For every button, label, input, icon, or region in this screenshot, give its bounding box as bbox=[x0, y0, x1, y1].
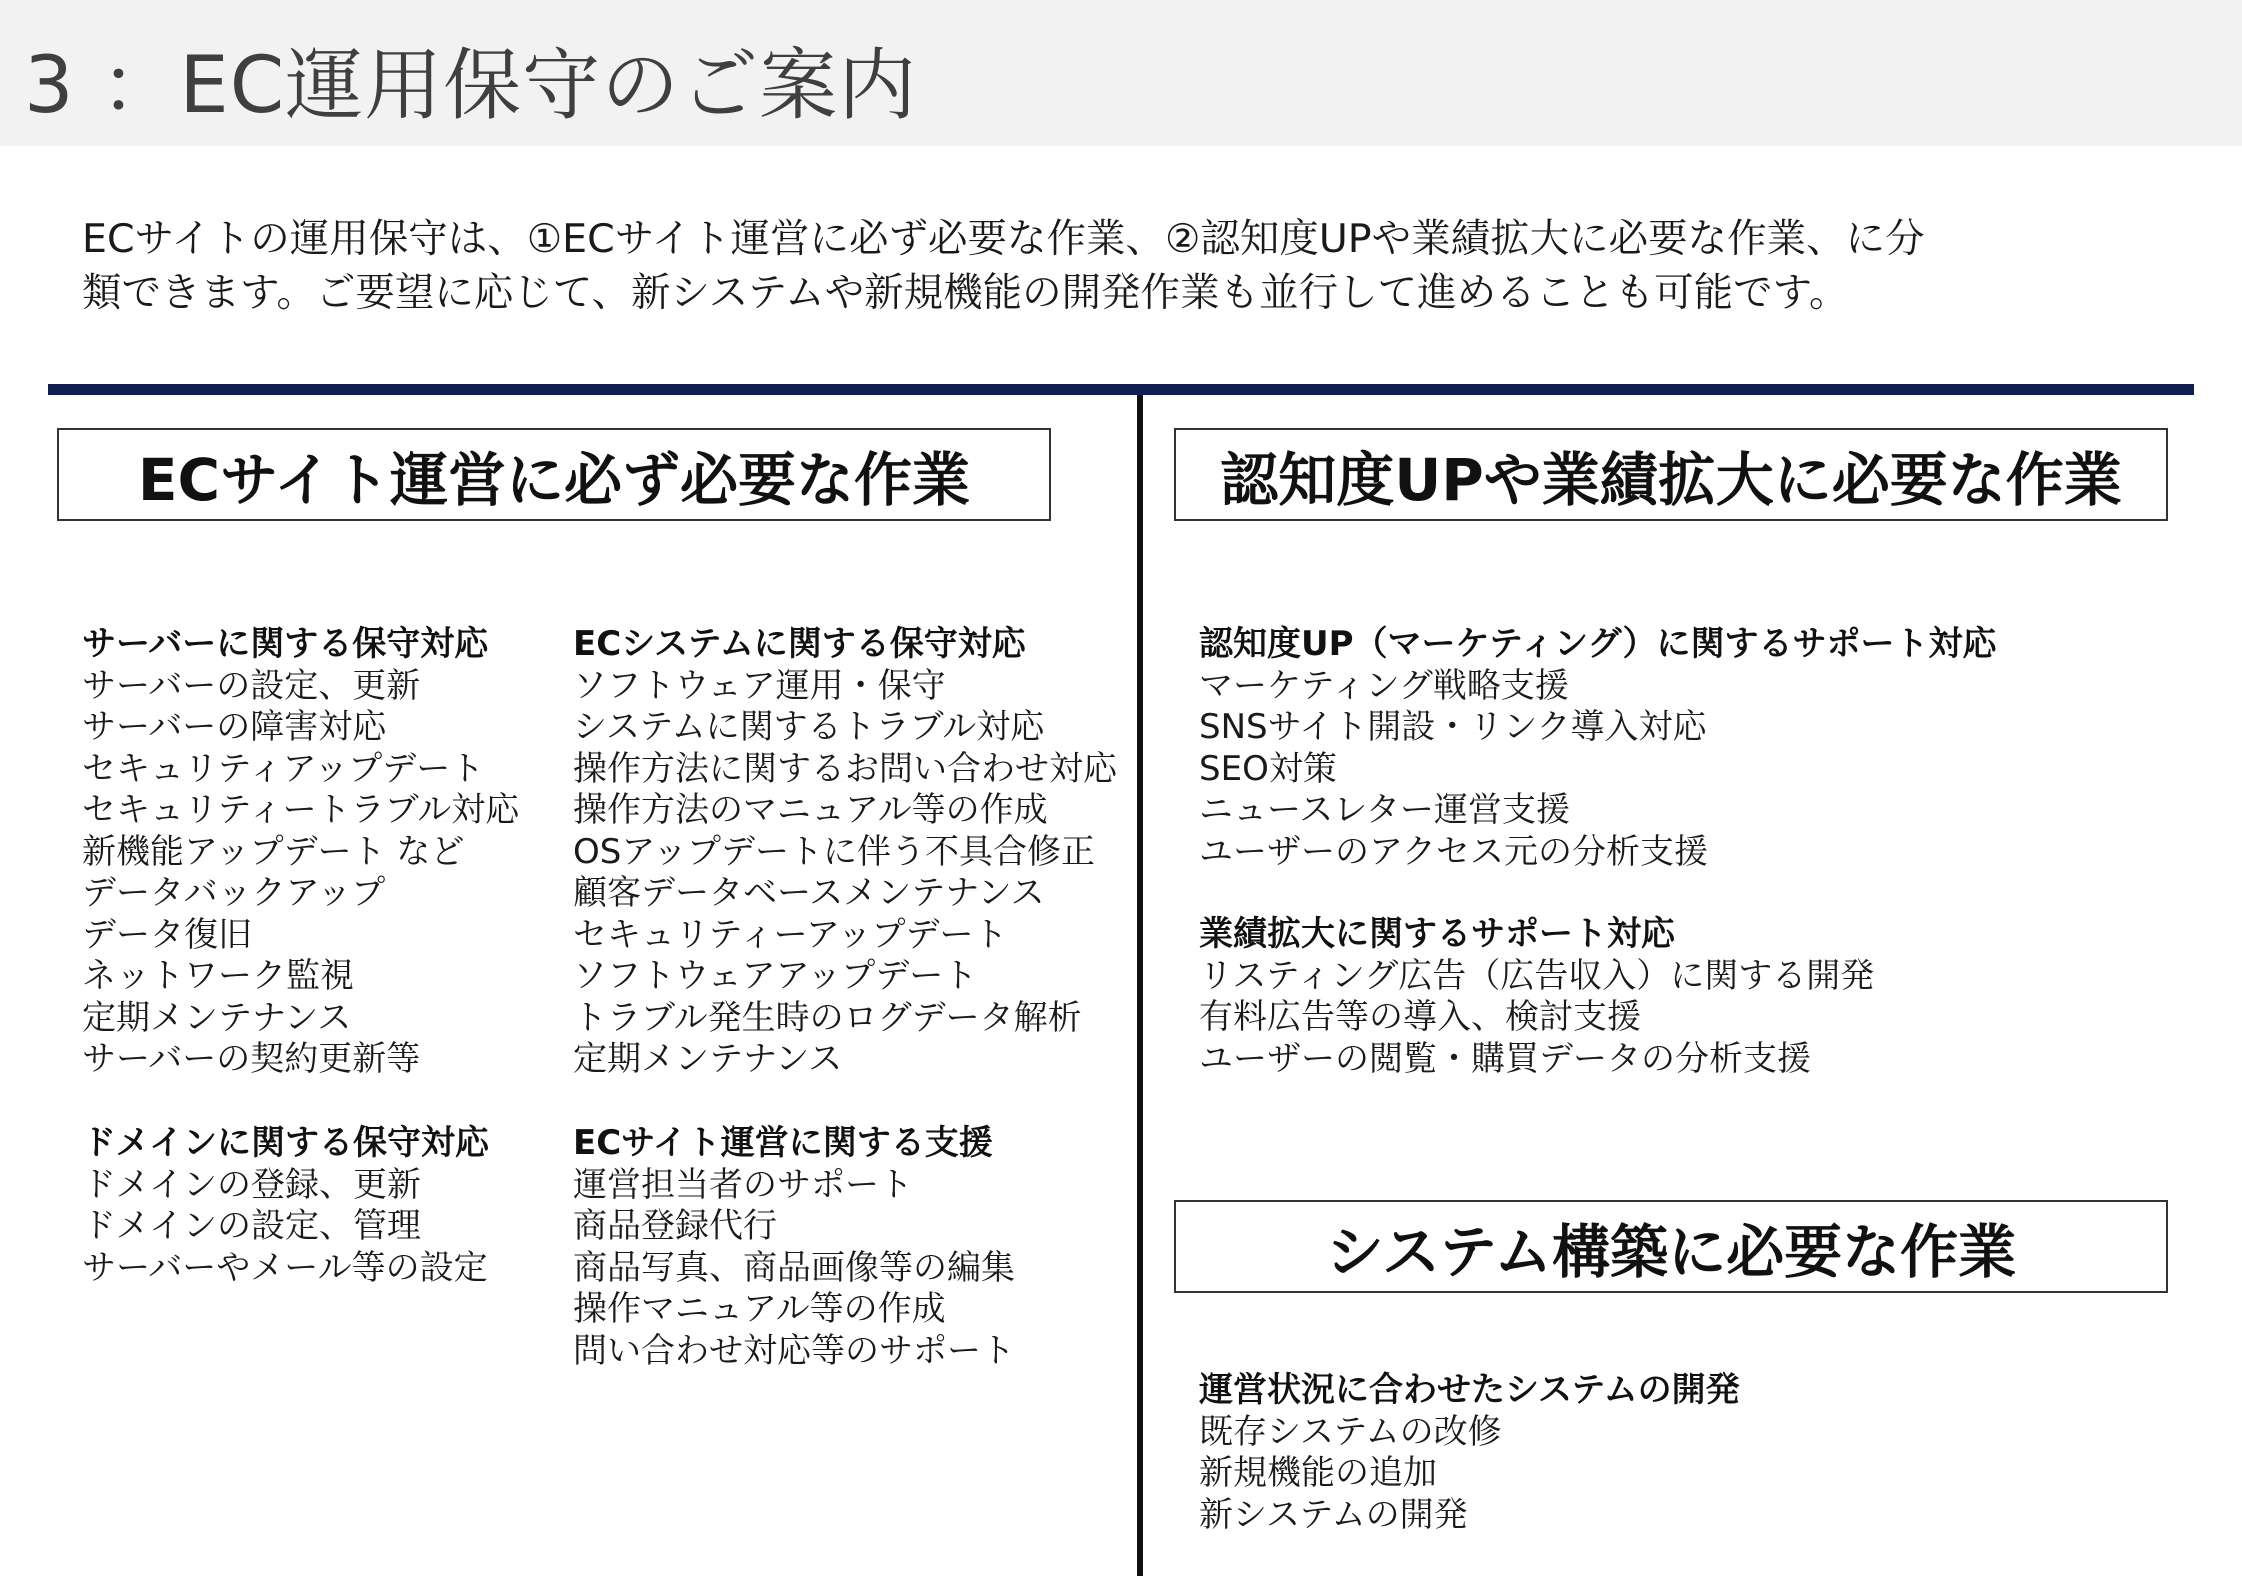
list-item: システムに関するトラブル対応 bbox=[573, 707, 1045, 747]
intro-paragraph bbox=[82, 212, 2192, 320]
group-ec-operations-support bbox=[573, 1123, 1015, 1372]
group-server-maintenance bbox=[82, 624, 519, 1081]
list-item: マーケティング戦略支援 bbox=[1199, 665, 1569, 706]
list-item: 問い合わせ対応等のサポート bbox=[573, 1330, 1015, 1371]
list-item: 新システムの開発 bbox=[1199, 1494, 1468, 1535]
list-item: OSアップデートに伴う不具合修正 bbox=[573, 831, 1095, 872]
list-item: データ復旧 bbox=[82, 914, 252, 955]
list-item: サーバーの契約更新等 bbox=[82, 1039, 421, 1079]
list-item: ニュースレター運営支援 bbox=[1199, 790, 1570, 830]
header-band bbox=[0, 0, 2242, 146]
list-item: 既存システムの改修 bbox=[1199, 1411, 1502, 1452]
list-item: サーバーの障害対応 bbox=[82, 707, 387, 747]
list-item: 定期メンテナンス bbox=[82, 997, 352, 1038]
list-item: SEO対策 bbox=[1199, 748, 1337, 789]
group-domain-maintenance bbox=[82, 1123, 489, 1289]
list-item: データバックアップ bbox=[82, 873, 386, 913]
list-item: セキュリティアップデート bbox=[82, 748, 485, 789]
intro-line-1: ECサイトの運用保守は、①ECサイト運営に必ず必要な作業、②認知度UPや業績拡大に必要な作業、に分 bbox=[82, 216, 1925, 262]
list-item: ソフトウェア運用・保守 bbox=[573, 665, 946, 706]
section-title-box-ec-operations bbox=[57, 428, 1051, 521]
list-item: 操作方法に関するお問い合わせ対応 bbox=[573, 748, 1117, 789]
group-heading: 業績拡大に関するサポート対応 bbox=[1199, 914, 1675, 954]
list-item: ユーザーのアクセス元の分析支援 bbox=[1199, 831, 1708, 872]
section-title-box-awareness-growth bbox=[1174, 428, 2168, 521]
list-item: 運営担当者のサポート bbox=[573, 1164, 913, 1205]
list-item: セキュリティートラブル対応 bbox=[82, 790, 520, 830]
group-heading: ECサイト運営に関する支援 bbox=[573, 1123, 993, 1163]
list-item: 新機能アップデート など bbox=[82, 831, 465, 872]
section-title-awareness-growth: 認知度UPや業績拡大に必要な作業 bbox=[1220, 445, 2122, 514]
list-item: SNSサイト開設・リンク導入対応 bbox=[1199, 707, 1707, 747]
group-system-development bbox=[1199, 1370, 1740, 1536]
section-title-box-system-build bbox=[1174, 1200, 2168, 1293]
list-item: トラブル発生時のログデータ解析 bbox=[573, 997, 1082, 1038]
section-divider-vertical bbox=[1137, 395, 1143, 1576]
group-heading: サーバーに関する保守対応 bbox=[82, 624, 489, 664]
list-item: 有料広告等の導入、検討支援 bbox=[1199, 997, 1641, 1037]
section-title-ec-operations: ECサイト運営に必ず必要な作業 bbox=[137, 445, 971, 514]
page-title: 3 ：EC運用保守のご案内 bbox=[24, 41, 918, 131]
group-marketing-support bbox=[1199, 624, 1996, 873]
group-heading: ドメインに関する保守対応 bbox=[82, 1123, 489, 1163]
group-heading: 運営状況に合わせたシステムの開発 bbox=[1199, 1370, 1740, 1410]
list-item: ドメインの登録、更新 bbox=[82, 1164, 421, 1205]
list-item: ドメインの設定、管理 bbox=[82, 1206, 421, 1246]
group-ec-system-maintenance bbox=[573, 624, 1117, 1081]
list-item: セキュリティーアップデート bbox=[573, 914, 1008, 955]
list-item: 新規機能の追加 bbox=[1199, 1453, 1437, 1493]
list-item: 定期メンテナンス bbox=[573, 1039, 843, 1079]
list-item: 操作マニュアル等の作成 bbox=[573, 1289, 946, 1329]
list-item: リスティング広告（広告収入）に関する開発 bbox=[1199, 955, 1875, 996]
group-growth-support bbox=[1199, 914, 1874, 1080]
group-heading: 認知度UP（マーケティング）に関するサポート対応 bbox=[1199, 624, 1997, 664]
list-item: 商品登録代行 bbox=[573, 1206, 777, 1246]
intro-line-2: 類できます。ご要望に応じて、新システムや新規機能の開発作業も並行して進めることも可能です。 bbox=[82, 270, 1849, 316]
group-heading: ECシステムに関する保守対応 bbox=[573, 624, 1026, 664]
list-item: 商品写真、商品画像等の編集 bbox=[573, 1247, 1015, 1288]
list-item: 顧客データベースメンテナンス bbox=[573, 873, 1045, 913]
list-item: ネットワーク監視 bbox=[82, 956, 354, 996]
list-item: サーバーの設定、更新 bbox=[82, 665, 421, 706]
list-item: ソフトウェアアップデート bbox=[573, 956, 978, 996]
section-title-system-build: システム構築に必要な作業 bbox=[1325, 1217, 2017, 1286]
list-item: 操作方法のマニュアル等の作成 bbox=[573, 790, 1048, 830]
list-item: サーバーやメール等の設定 bbox=[82, 1247, 488, 1288]
section-divider-horizontal bbox=[48, 384, 2194, 395]
list-item: ユーザーの閲覧・購買データの分析支援 bbox=[1199, 1038, 1811, 1079]
